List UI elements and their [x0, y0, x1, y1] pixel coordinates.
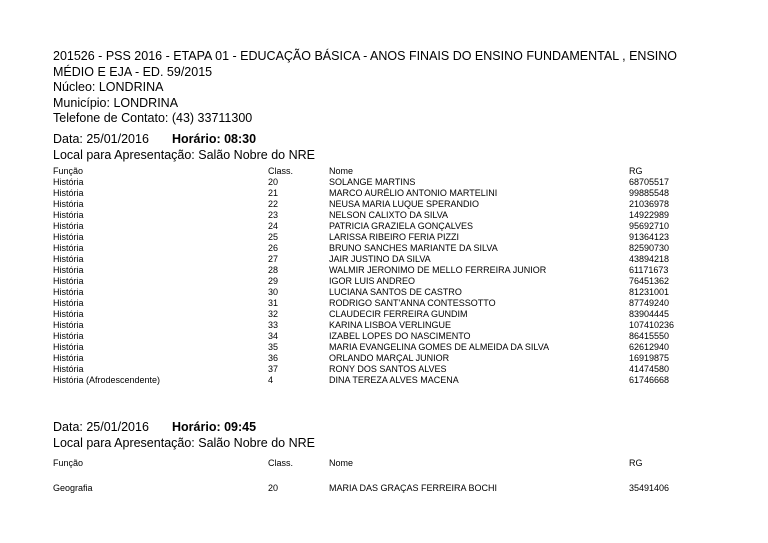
cell-class: 21	[268, 188, 279, 198]
cell-nome: SOLANGE MARTINS	[329, 177, 416, 187]
column-header-funcao: Função	[53, 458, 84, 468]
cell-funcao: História	[53, 221, 84, 231]
table-row	[53, 331, 709, 342]
table-row	[53, 287, 709, 298]
cell-rg: 107410236	[629, 320, 675, 330]
cell-nome: MARIA DAS GRAÇAS FERREIRA BOCHI	[329, 483, 498, 493]
cell-rg: 35491406	[629, 483, 670, 493]
cell-rg: 68705517	[629, 177, 670, 187]
table-row	[53, 232, 709, 243]
cell-nome: CLAUDECIR FERREIRA GUNDIM	[329, 309, 468, 319]
cell-class: 29	[268, 276, 279, 286]
session-time: Horário: 08:30	[172, 132, 257, 146]
cell-funcao: História	[53, 188, 84, 198]
cell-funcao: História	[53, 177, 84, 187]
cell-funcao: História	[53, 243, 84, 253]
cell-nome: JAIR JUSTINO DA SILVA	[329, 254, 431, 264]
column-header-nome: Nome	[329, 166, 354, 176]
cell-nome: MARIA EVANGELINA GOMES DE ALMEIDA DA SILVA	[329, 342, 550, 352]
column-header-rg: RG	[629, 458, 643, 468]
cell-rg: 99885548	[629, 188, 670, 198]
cell-funcao: História	[53, 254, 84, 264]
table-row	[53, 199, 709, 210]
table-row	[53, 243, 709, 254]
cell-rg: 16919875	[629, 353, 670, 363]
cell-nome: IZABEL LOPES DO NASCIMENTO	[329, 331, 471, 341]
session-1-table	[53, 166, 709, 386]
cell-funcao: História	[53, 331, 84, 341]
column-header-funcao: Função	[53, 166, 84, 176]
cell-class: 32	[268, 309, 279, 319]
cell-class: 26	[268, 243, 279, 253]
cell-rg: 62612940	[629, 342, 670, 352]
cell-nome: PATRICIA GRAZIELA GONÇALVES	[329, 221, 474, 231]
cell-funcao: História	[53, 320, 84, 330]
nucleo-line: Núcleo: LONDRINA	[53, 80, 164, 95]
cell-rg: 95692710	[629, 221, 670, 231]
session-location: Local para Apresentação: Salão Nobre do NRE	[53, 436, 315, 450]
cell-funcao: História	[53, 309, 84, 319]
cell-nome: MARCO AURÉLIO ANTONIO MARTELINI	[329, 188, 498, 198]
cell-class: 27	[268, 254, 279, 264]
cell-rg: 86415550	[629, 331, 670, 341]
cell-nome: RONY DOS SANTOS ALVES	[329, 364, 447, 374]
session-1-heading	[53, 131, 315, 163]
table-row	[53, 320, 709, 331]
cell-funcao: História	[53, 342, 84, 352]
cell-funcao: História	[53, 353, 84, 363]
cell-nome: ORLANDO MARÇAL JUNIOR	[329, 353, 450, 363]
cell-rg: 14922989	[629, 210, 670, 220]
cell-nome: LARISSA RIBEIRO FERIA PIZZI	[329, 232, 460, 242]
cell-class: 23	[268, 210, 279, 220]
cell-rg: 81231001	[629, 287, 670, 297]
table-row	[53, 353, 709, 364]
cell-rg: 82590730	[629, 243, 670, 253]
cell-funcao: História	[53, 276, 84, 286]
cell-class: 37	[268, 364, 279, 374]
cell-class: 28	[268, 265, 279, 275]
column-header-class: Class.	[268, 458, 294, 468]
session-location: Local para Apresentação: Salão Nobre do NRE	[53, 148, 315, 162]
cell-nome: NELSON CALIXTO DA SILVA	[329, 210, 449, 220]
document-title: 201526 - PSS 2016 - ETAPA 01 - EDUCAÇÃO BÁSICA - ANOS FINAIS DO ENSINO FUNDAMENTAL , ENSINO MÉDIO E EJA - ED. 59/2015	[53, 49, 681, 79]
cell-funcao: História	[53, 298, 84, 308]
cell-rg: 61746668	[629, 375, 670, 385]
cell-rg: 41474580	[629, 364, 670, 374]
table-row	[53, 276, 709, 287]
column-header-nome: Nome	[329, 458, 354, 468]
column-header-rg: RG	[629, 166, 643, 176]
table-row	[53, 342, 709, 353]
cell-nome: BRUNO SANCHES MARIANTE DA SILVA	[329, 243, 498, 253]
cell-funcao: História	[53, 287, 84, 297]
cell-class: 31	[268, 298, 279, 308]
cell-nome: LUCIANA SANTOS DE CASTRO	[329, 287, 462, 297]
cell-class: 20	[268, 483, 279, 493]
cell-rg: 91364123	[629, 232, 670, 242]
table-row	[53, 254, 709, 265]
cell-nome: DINA TEREZA ALVES MACENA	[329, 375, 459, 385]
table-row	[53, 265, 709, 276]
table-row	[53, 221, 709, 232]
session-date: Data: 25/01/2016	[53, 132, 149, 146]
session-date: Data: 25/01/2016	[53, 420, 149, 434]
cell-funcao: História	[53, 265, 84, 275]
cell-class: 25	[268, 232, 279, 242]
table-header-row	[53, 166, 709, 177]
municipio-line: Município: LONDRINA	[53, 95, 179, 110]
cell-rg: 83904445	[629, 309, 670, 319]
table-row	[53, 210, 709, 221]
document-header	[53, 49, 693, 127]
cell-rg: 61171673	[629, 265, 669, 275]
cell-class: 30	[268, 287, 279, 297]
table-row	[53, 483, 709, 494]
table-row	[53, 177, 709, 188]
cell-rg: 21036978	[629, 199, 670, 209]
cell-nome: WALMIR JERONIMO DE MELLO FERREIRA JUNIOR	[329, 265, 547, 275]
table-header-row	[53, 458, 709, 469]
table-row	[53, 309, 709, 320]
cell-funcao: História	[53, 199, 84, 209]
cell-class: 24	[268, 221, 279, 231]
table-row	[53, 364, 709, 375]
cell-class: 4	[268, 375, 274, 385]
cell-funcao: História	[53, 232, 84, 242]
session-time: Horário: 09:45	[172, 420, 257, 434]
session-2-heading	[53, 419, 315, 451]
cell-nome: NEUSA MARIA LUQUE SPERANDIO	[329, 199, 480, 209]
table-row	[53, 188, 709, 199]
cell-class: 36	[268, 353, 279, 363]
cell-class: 20	[268, 177, 279, 187]
session-2-table	[53, 458, 709, 494]
cell-funcao: História (Afrodescendente)	[53, 375, 161, 385]
telefone-line: Telefone de Contato: (43) 33711300	[53, 111, 253, 126]
cell-nome: KARINA LISBOA VERLINGUE	[329, 320, 452, 330]
cell-nome: IGOR LUIS ANDREO	[329, 276, 416, 286]
cell-funcao: História	[53, 364, 84, 374]
cell-funcao: História	[53, 210, 84, 220]
cell-class: 33	[268, 320, 279, 330]
column-header-class: Class.	[268, 166, 294, 176]
cell-nome: RODRIGO SANT'ANNA CONTESSOTTO	[329, 298, 496, 308]
cell-rg: 76451362	[629, 276, 670, 286]
cell-class: 22	[268, 199, 279, 209]
cell-class: 35	[268, 342, 279, 352]
table-row	[53, 298, 709, 309]
cell-rg: 87749240	[629, 298, 670, 308]
cell-funcao: Geografia	[53, 483, 93, 493]
table-row	[53, 375, 709, 386]
cell-class: 34	[268, 331, 279, 341]
cell-rg: 43894218	[629, 254, 670, 264]
